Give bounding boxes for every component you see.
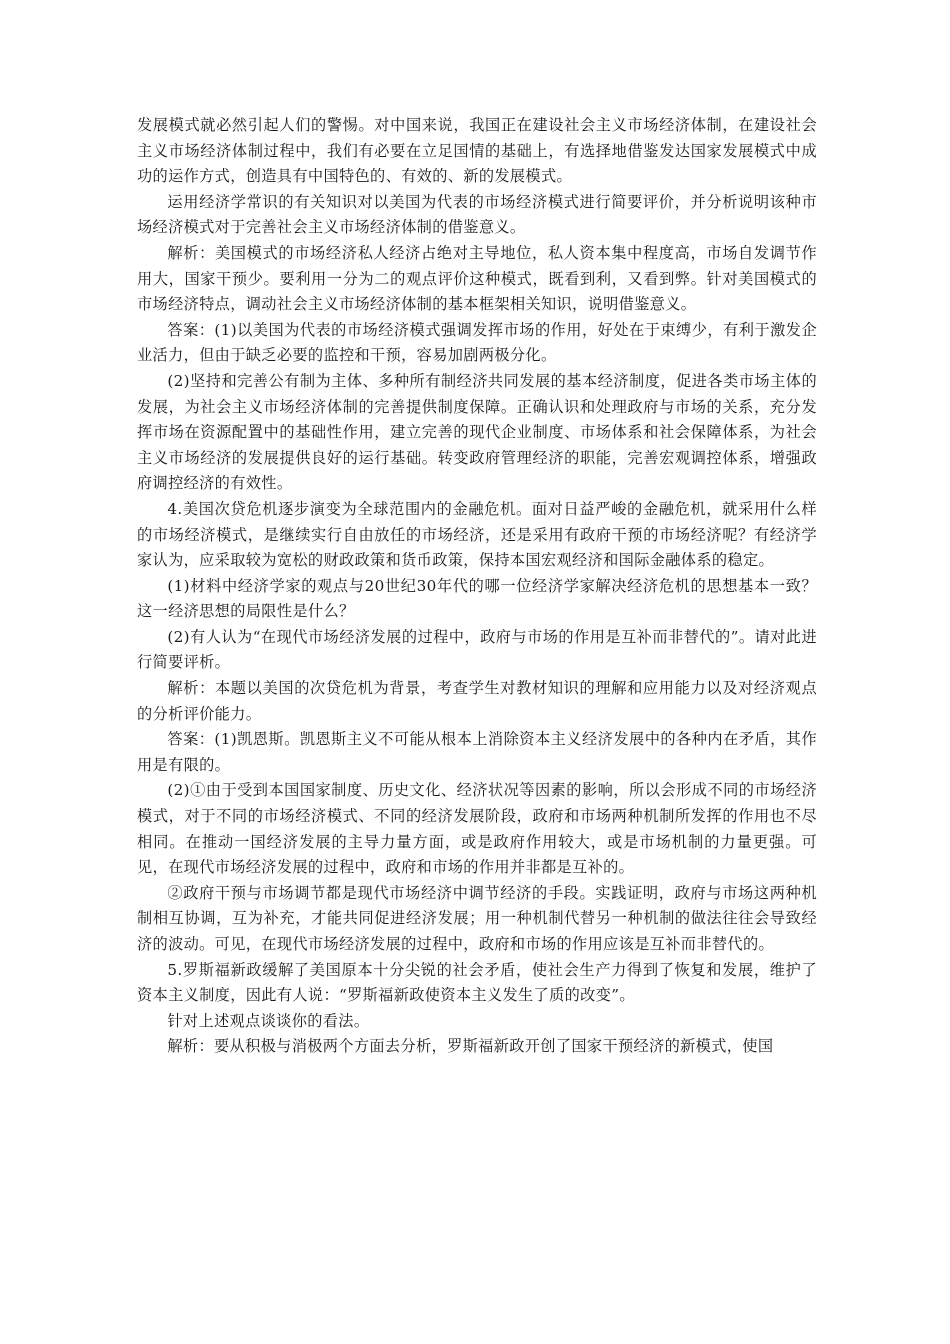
- paragraph-question-5-material: 5.罗斯福新政缓解了美国原本十分尖锐的社会矛盾，使社会生产力得到了恢复和发展，维护了资本主义制度，因此有人说：“罗斯福新政使资本主义发生了质的改变”。: [137, 960, 817, 1005]
- paragraph-answer-3-2: (2)坚持和完善公有制为主体、多种所有制经济共同发展的基本经济制度，促进各类市场主体的发展，为社会主义市场经济体制的完善提供制度保障。正确认识和处理政府与市场的关系，充分发挥市场在资源配置中的基础性作用，建立完善的现代企业制度、市场体系和社会保障体系，为社会主义市场经济的发展提供良好的运行基础。转变政府管理经济的职能，完善宏观调控体系，增强政府调控经济的有效性。: [137, 371, 817, 493]
- paragraph-answer-4-2-b: ②政府干预与市场调节都是现代市场经济中调节经济的手段。实践证明，政府与市场这两种机制相互协调，互为补充，才能共同促进经济发展；用一种机制代替另一种机制的做法往往会导致经济的波动。可见，在现代市场经济发展的过程中，政府和市场的作用应该是互补而非替代的。: [137, 883, 817, 953]
- paragraph-analysis-4: 解析：本题以美国的次贷危机为背景，考查学生对教材知识的理解和应用能力以及对经济观点的分析评价能力。: [137, 679, 817, 723]
- paragraph-question-3: 运用经济学常识的有关知识对以美国为代表的市场经济模式进行简要评价，并分析说明该种市场经济模式对于完善社会主义市场经济体制的借鉴意义。: [137, 192, 817, 237]
- document-page: [137, 113, 817, 1060]
- paragraph-analysis-5: 解析：要从积极与消极两个方面去分析，罗斯福新政开创了国家干预经济的新模式，使国: [167, 1037, 774, 1056]
- paragraph-question-4-material: 4.美国次贷危机逐步演变为全球范围内的金融危机。面对日益严峻的金融危机，就采用什么样的市场经济模式，是继续实行自由放任的市场经济，还是采用有政府干预的市场经济呢？有经济学家认为，应采取较为宽松的财政政策和货币政策，保持本国宏观经济和国际金融体系的稳定。: [137, 499, 817, 570]
- paragraph-continuation: 发展模式就必然引起人们的警惕。对中国来说，我国正在建设社会主义市场经济体制，在建设社会主义市场经济体制过程中，我们有必要在立足国情的基础上，有选择地借鉴发达国家发展模式中成功的运作方式，创造具有中国特色的、有效的、新的发展模式。: [137, 116, 817, 186]
- paragraph-question-4-1: (1)材料中经济学家的观点与20世纪30年代的哪一位经济学家解决经济危机的思想基本一致？这一经济思想的局限性是什么？: [137, 576, 817, 621]
- paragraph-answer-4-2-a: (2)①由于受到本国国家制度、历史文化、经济状况等因素的影响，所以会形成不同的市场经济模式，对于不同的市场经济模式、不同的经济发展阶段，政府和市场两种机制所发挥的作用也不尽相同。在推动一国经济发展的主导力量方面，或是政府作用较大，或是市场机制的力量更强。可见，在现代市场经济发展的过程中，政府和市场的作用并非都是互补的。: [137, 781, 817, 877]
- paragraph-question-5: 针对上述观点谈谈你的看法。: [167, 1011, 370, 1030]
- paragraph-analysis-3: 解析：美国模式的市场经济私人经济占绝对主导地位，私人资本集中程度高，市场自发调节作用大，国家干预少。要利用一分为二的观点评价这种模式，既看到利，又看到弊。针对美国模式的市场经济特点，调动社会主义市场经济体制的基本框架相关知识，说明借鉴意义。: [137, 243, 817, 314]
- paragraph-answer-4-1: 答案：(1)凯恩斯。凯恩斯主义不可能从根本上消除资本主义经济发展中的各种内在矛盾，其作用是有限的。: [137, 730, 817, 774]
- paragraph-question-4-2: (2)有人认为“在现代市场经济发展的过程中，政府与市场的作用是互补而非替代的”。请对此进行简要评析。: [137, 627, 817, 672]
- paragraph-answer-3-1: 答案：(1)以美国为代表的市场经济模式强调发挥市场的作用，好处在于束缚少，有利于激发企业活力，但由于缺乏必要的监控和干预，容易加剧两极分化。: [137, 320, 817, 365]
